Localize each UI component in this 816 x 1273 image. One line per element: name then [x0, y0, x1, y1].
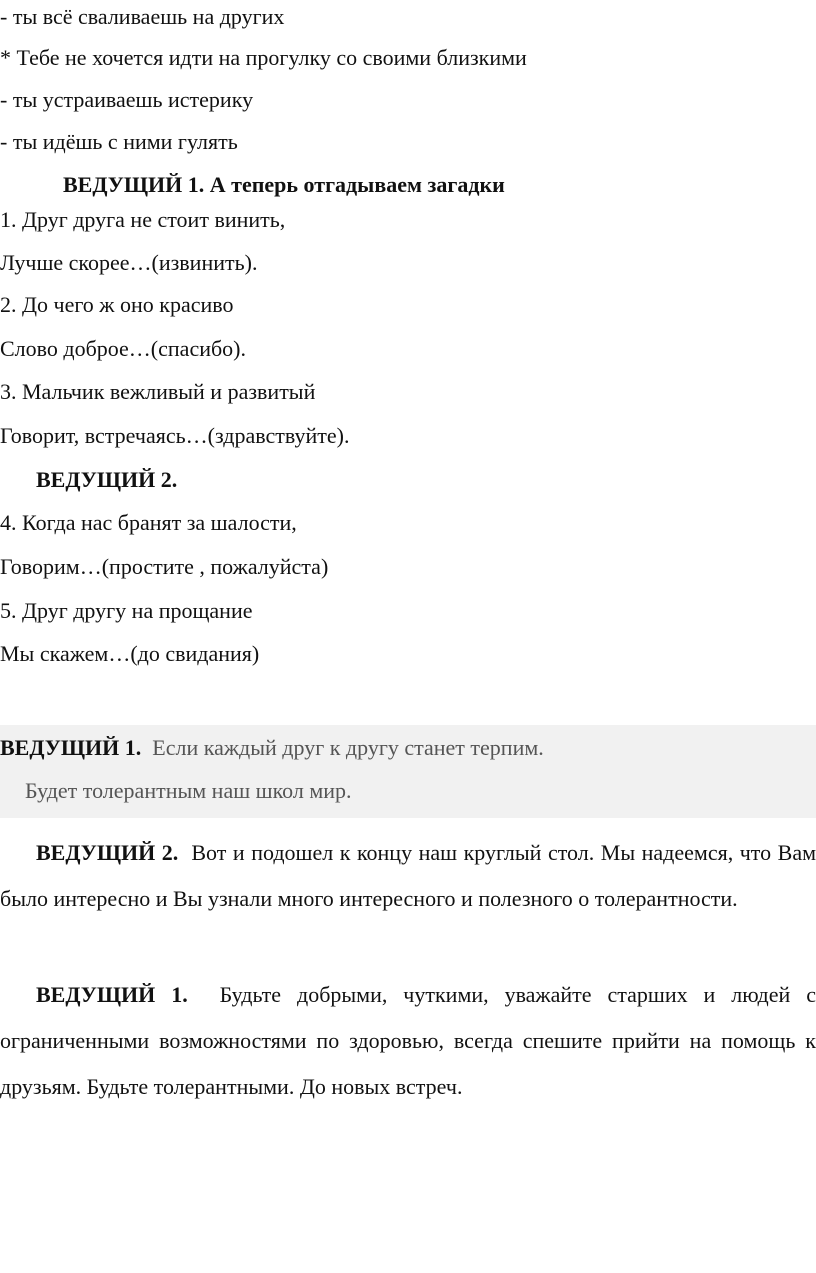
riddle-answer: Слово доброе…(спасибо).: [0, 336, 246, 361]
host2-paragraph: [0, 830, 816, 922]
riddle-question: 3. Мальчик вежливый и развитый: [0, 379, 316, 404]
host-label: ВЕДУЩИЙ 1.: [36, 982, 188, 1007]
riddle-answer: Мы скажем…(до свидания): [0, 641, 260, 666]
host-label: ВЕДУЩИЙ 1.: [0, 735, 142, 760]
section-heading-host2: ВЕДУЩИЙ 2.: [36, 467, 178, 492]
riddle-question: 1. Друг друга не стоит винить,: [0, 207, 286, 232]
paragraph-text: Будьте добрыми, чуткими, уважайте старших и людей с ограниченными возможностями по здоровью, всегда спешите прийти на помощь к друзьям. Будьте толерантными. До новых встреч.: [0, 982, 816, 1099]
closing-quote-line1: [0, 735, 544, 761]
riddle-answer: Говорит, встречаясь…(здравствуйте).: [0, 423, 350, 448]
host1-paragraph: [0, 972, 816, 1110]
text-line: - ты всё сваливаешь на других: [0, 4, 285, 29]
section-heading-host1: ВЕДУЩИЙ 1. А теперь отгадываем загадки: [63, 172, 505, 197]
riddle-question: 5. Друг другу на прощание: [0, 598, 253, 623]
closing-quote-line2: Будет толерантным наш школ мир.: [25, 778, 352, 803]
text-line: * Тебе не хочется идти на прогулку со своими близкими: [0, 45, 527, 70]
host-label: ВЕДУЩИЙ 2.: [36, 840, 179, 865]
closing-quote-block: [0, 725, 816, 818]
riddle-answer: Говорим…(простите , пожалуйста): [0, 554, 329, 579]
riddle-question: 4. Когда нас бранят за шалости,: [0, 510, 297, 535]
riddle-answer: Лучше скорее…(извинить).: [0, 250, 258, 275]
quote-text: Если каждый друг к другу станет терпим.: [152, 735, 544, 760]
text-line: - ты идёшь с ними гулять: [0, 129, 238, 154]
text-line: - ты устраиваешь истерику: [0, 87, 254, 112]
riddle-question: 2. До чего ж оно красиво: [0, 292, 234, 317]
paragraph-text: Вот и подошел к концу наш круглый стол. Мы надеемся, что Вам было интересно и Вы узнали много интересного и полезного о толерантности.: [0, 840, 816, 911]
